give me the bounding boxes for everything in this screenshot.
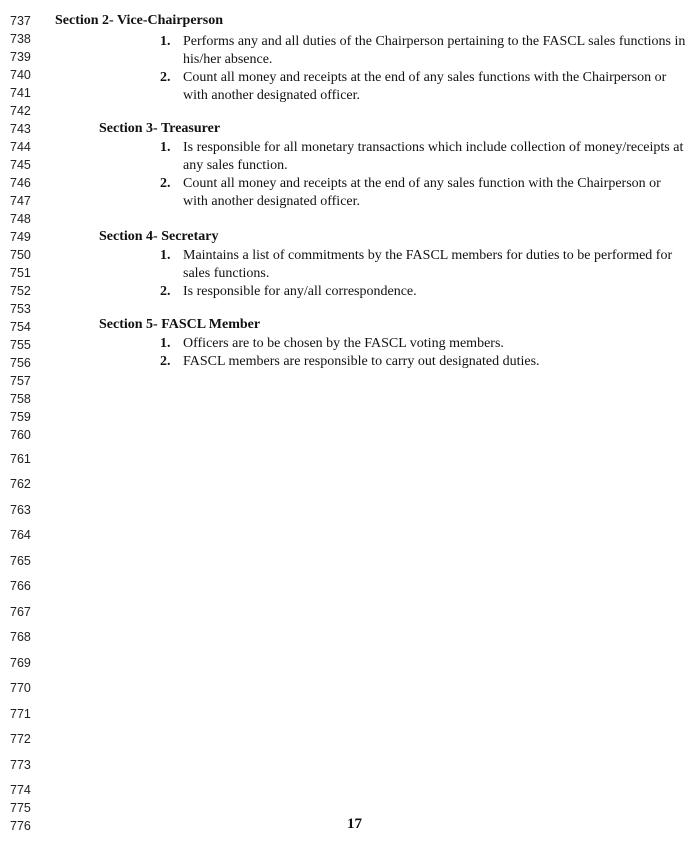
line-number: 750 xyxy=(10,248,31,262)
line-number: 761 xyxy=(10,452,31,466)
line-number: 740 xyxy=(10,68,31,82)
line-number: 746 xyxy=(10,176,31,190)
item-number: 1. xyxy=(160,34,171,49)
item-text: Is responsible for all monetary transactions which include collection of money/receipts at xyxy=(183,140,684,155)
line-number: 737 xyxy=(10,14,31,28)
line-number: 775 xyxy=(10,801,31,815)
item-number: 1. xyxy=(160,140,171,155)
line-number: 748 xyxy=(10,212,31,226)
line-number: 755 xyxy=(10,338,31,352)
line-number: 758 xyxy=(10,392,31,406)
line-number: 766 xyxy=(10,579,31,593)
line-number: 774 xyxy=(10,783,31,797)
item-number: 2. xyxy=(160,70,171,85)
line-number: 776 xyxy=(10,819,31,833)
line-number: 764 xyxy=(10,528,31,542)
line-number: 768 xyxy=(10,630,31,644)
line-number: 769 xyxy=(10,656,31,670)
section-heading: Section 4- Secretary xyxy=(99,229,219,244)
item-text: Maintains a list of commitments by the FASCL members for duties to be performed for xyxy=(183,248,673,263)
item-text: with another designated officer. xyxy=(183,194,361,209)
item-number: 2. xyxy=(160,284,171,299)
item-text: Count all money and receipts at the end of any sales functions with the Chairperson or xyxy=(183,70,667,85)
item-number: 2. xyxy=(160,354,171,369)
line-number: 762 xyxy=(10,477,31,491)
line-number: 747 xyxy=(10,194,31,208)
item-text: FASCL members are responsible to carry out designated duties. xyxy=(183,354,540,369)
line-number: 742 xyxy=(10,104,31,118)
section-heading: Section 5- FASCL Member xyxy=(99,317,261,332)
page-number: 17 xyxy=(347,816,362,832)
line-number: 754 xyxy=(10,320,31,334)
line-number: 743 xyxy=(10,122,31,136)
line-number: 757 xyxy=(10,374,31,388)
item-text: Is responsible for any/all correspondence. xyxy=(183,284,417,299)
item-number: 2. xyxy=(160,176,171,191)
line-number: 773 xyxy=(10,758,31,772)
line-number: 760 xyxy=(10,428,31,442)
line-number: 765 xyxy=(10,554,31,568)
line-number: 745 xyxy=(10,158,31,172)
line-number: 771 xyxy=(10,707,31,721)
section-heading: Section 3- Treasurer xyxy=(99,121,221,136)
item-text: sales functions. xyxy=(183,266,270,281)
line-number: 752 xyxy=(10,284,31,298)
line-number: 744 xyxy=(10,140,31,154)
item-text: any sales function. xyxy=(183,158,288,173)
line-number: 772 xyxy=(10,732,31,746)
line-number: 738 xyxy=(10,32,31,46)
item-text: Count all money and receipts at the end of any sales function with the Chairperson or xyxy=(183,176,661,191)
item-number: 1. xyxy=(160,336,171,351)
line-number: 741 xyxy=(10,86,31,100)
item-text: his/her absence. xyxy=(183,52,273,67)
line-number: 770 xyxy=(10,681,31,695)
item-text: with another designated officer. xyxy=(183,88,361,103)
line-number: 749 xyxy=(10,230,31,244)
line-number: 763 xyxy=(10,503,31,517)
item-text: Performs any and all duties of the Chairperson pertaining to the FASCL sales functions in xyxy=(183,34,686,49)
line-number: 739 xyxy=(10,50,31,64)
line-number: 753 xyxy=(10,302,31,316)
line-number: 756 xyxy=(10,356,31,370)
section-heading: Section 2- Vice-Chairperson xyxy=(55,13,223,28)
line-number: 751 xyxy=(10,266,31,280)
item-text: Officers are to be chosen by the FASCL voting members. xyxy=(183,336,504,351)
line-number: 759 xyxy=(10,410,31,424)
item-number: 1. xyxy=(160,248,171,263)
line-number: 767 xyxy=(10,605,31,619)
